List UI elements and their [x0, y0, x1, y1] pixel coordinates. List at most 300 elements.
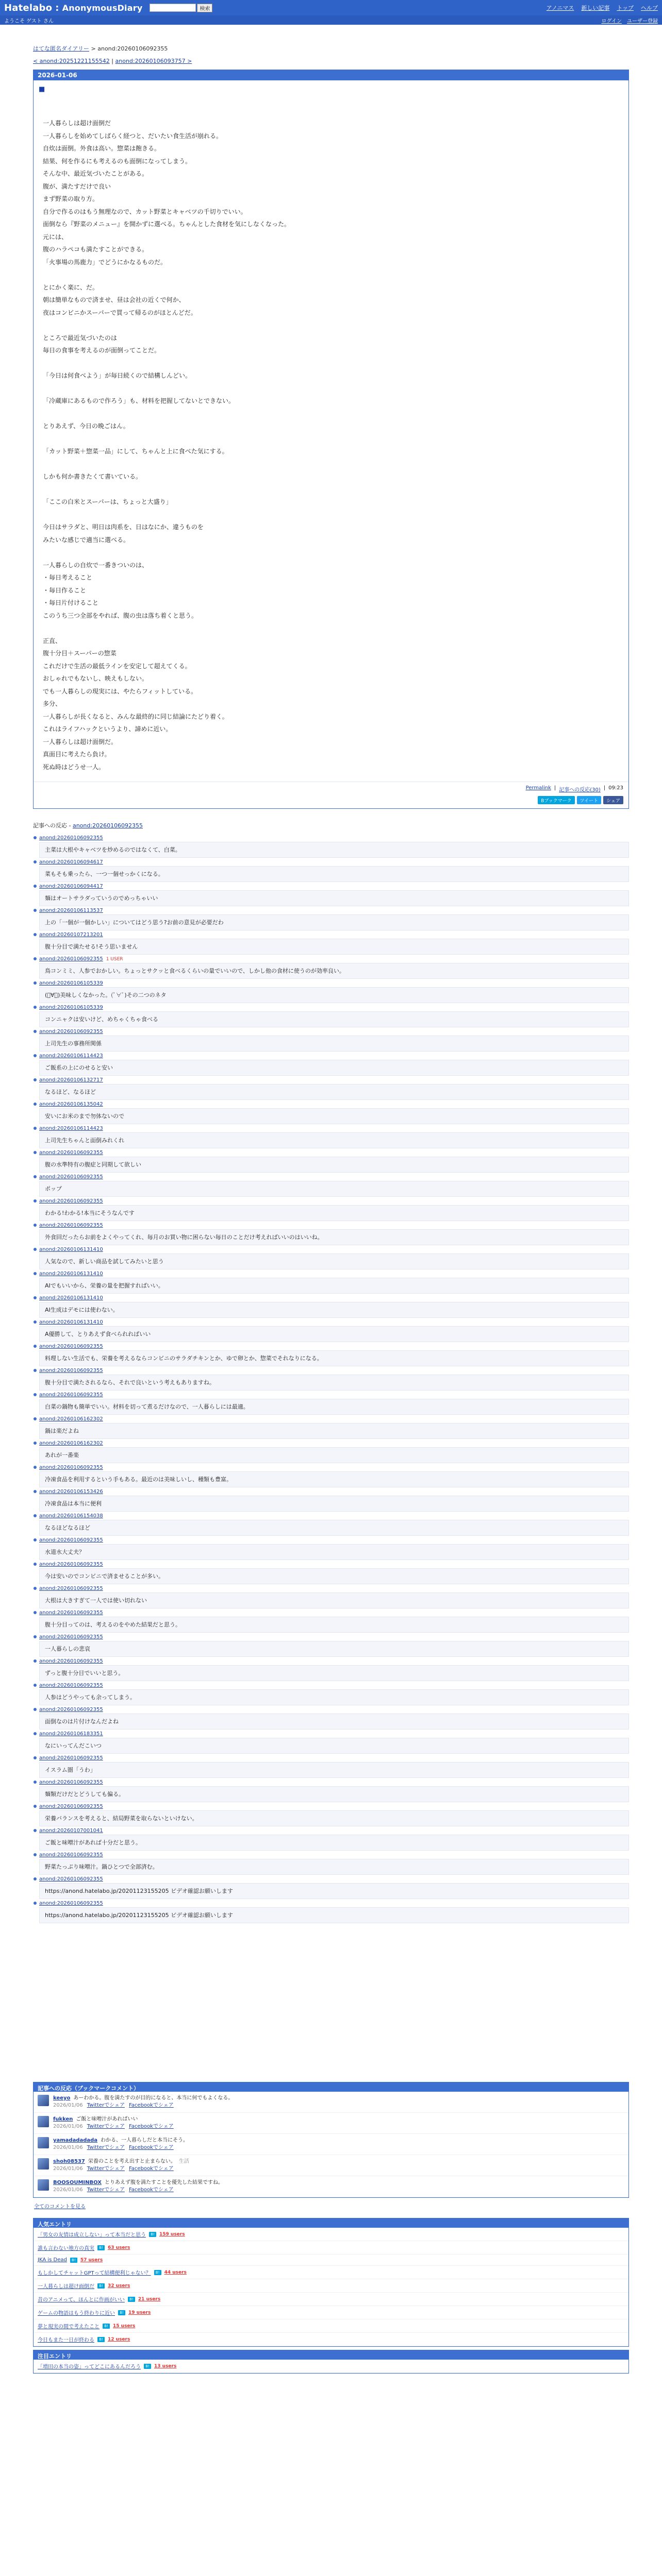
comment-thread — [33, 834, 629, 1923]
comment-text: 人気なので、新しい商品を試してみたいと思う — [39, 1253, 629, 1269]
ref-section-head — [33, 821, 629, 829]
entry-line: 「カット野菜＋惣菜一品」にして、ちゃんと上に食べた気にする。 — [43, 448, 228, 455]
entry-line: ・毎日考えること — [43, 574, 93, 581]
bookmark-body — [53, 2095, 233, 2109]
entry-list-item — [34, 2241, 628, 2255]
entry-line: 腹が、満たすだけで良い — [43, 182, 111, 190]
entry-line — [43, 382, 623, 395]
facebook-share-link[interactable]: Facebookでシェア — [128, 2103, 174, 2108]
entry-link[interactable]: 一人暮らしは超け面倒だ — [38, 2284, 94, 2290]
comment-text: 腹の水準特有の腹症と同期して欲しい — [39, 1157, 629, 1173]
comment-item — [33, 1633, 629, 1657]
comment-item — [33, 1463, 629, 1487]
comment-item — [33, 1851, 629, 1875]
comment-id-link[interactable]: anond:20260106092355 — [39, 1852, 103, 1858]
comment-id-link[interactable]: anond:20260106092355 — [39, 1610, 103, 1616]
comment-id-link[interactable]: anond:20260106114423 — [39, 1053, 103, 1059]
hatena-bookmark-icon: B! — [149, 2232, 156, 2237]
comment-text: 上の「一個が一個かしい」についてはどう思う?お前の意見が必要だわ — [39, 914, 629, 930]
bookmark-comment: あーわかる。腹を満たすのが目的になると、本当に何でもよくなる。 — [73, 2095, 234, 2101]
bookmark-meta — [53, 2187, 223, 2194]
popular-entries — [33, 2218, 629, 2347]
comment-item — [33, 1269, 629, 1294]
entry-line: 多分、 — [43, 700, 62, 707]
bookmark-user[interactable]: BOOSOUMINBOX — [53, 2180, 102, 2185]
twitter-share-link[interactable]: Twitterでシェア — [87, 2124, 125, 2129]
bookmark-comment: ご飯と味噌汁があればいい — [76, 2116, 138, 2122]
entry-link[interactable]: もしかしてチャットGPTって結構便利じゃない？ — [38, 2270, 151, 2276]
bookmark-users-count[interactable]: 44 users — [164, 2269, 187, 2275]
bookmark-meta — [53, 2165, 189, 2173]
bookmark-item — [34, 2176, 628, 2197]
comment-id-link[interactable]: anond:20260106131410 — [39, 1271, 103, 1277]
entry-line: 夜はコンビニかスーパーで買って帰るのがほとんどだ。 — [43, 309, 197, 316]
comment-text: 冷凍食品を利用するという手もある。最近のは美味しいし、種類も豊富。 — [39, 1471, 629, 1487]
comment-id-link[interactable]: anond:20260106105339 — [39, 1005, 103, 1010]
top-links — [547, 4, 658, 12]
ref-link[interactable]: anond:20260106092355 — [72, 822, 143, 829]
entry-link[interactable]: 誰も言わない地方の真実 — [38, 2246, 94, 2251]
comment-id-link[interactable]: anond:20260106092355 — [39, 1683, 103, 1688]
entry-line: そんな中、最近気づいたことがある。 — [43, 170, 148, 177]
breadcrumb-home[interactable]: はてな匿名ダイアリー — [33, 45, 90, 52]
comment-item — [33, 1730, 629, 1754]
footer-sep-1: | — [554, 785, 556, 791]
entry-line — [43, 483, 623, 496]
entry-link[interactable]: ゲームの物語はもう終わりに近い — [38, 2311, 115, 2316]
comment-item — [33, 1124, 629, 1148]
comment-item — [33, 1294, 629, 1318]
entry-line — [43, 509, 623, 521]
share-row — [34, 796, 628, 808]
comment-item — [33, 1657, 629, 1681]
entry-list-item — [34, 2306, 628, 2319]
facebook-share-link[interactable]: Facebookでシェア — [128, 2145, 174, 2150]
bookmark-date: 2026/01/06 — [53, 2145, 83, 2150]
entry-line: 「火事場の馬鹿力」でどうにかなるものだ。 — [43, 258, 167, 266]
comment-text: 麺類だけだとどうしても偏る。 — [39, 1786, 629, 1802]
comment-text: 水道水大丈夫？ — [39, 1544, 629, 1560]
comment-id-link[interactable]: anond:20260106092355 — [39, 1223, 103, 1228]
entry-line — [43, 268, 623, 281]
facebook-share-link[interactable]: Facebookでシェア — [128, 2187, 174, 2193]
bookmark-body — [53, 2158, 189, 2173]
entry-list-item — [34, 2228, 628, 2241]
bookmark-comments-title: 記事への反応（ブックマークコメント） — [34, 2082, 628, 2092]
bookmark-user[interactable]: shoh08537 — [53, 2159, 85, 2164]
logo[interactable] — [4, 3, 142, 13]
prev-link[interactable]: < anond:20251221155542 — [33, 58, 110, 64]
popular-title: 人気エントリ — [34, 2218, 628, 2228]
comment-text: 野菜たっぷり味噌汁。鍋ひとつで全部済む。 — [39, 1859, 629, 1875]
comment-id-link[interactable]: anond:20260107213201 — [39, 932, 103, 938]
top-link-new[interactable]: 新しい記事 — [581, 5, 610, 11]
bookmark-meta — [53, 2102, 233, 2109]
comment-id-link[interactable]: anond:20260106154038 — [39, 1513, 103, 1519]
comment-id-link[interactable]: anond:20260106113537 — [39, 908, 103, 913]
bookmark-users-count[interactable]: 15 users — [113, 2323, 136, 2329]
sub-bar — [0, 15, 662, 25]
search-input[interactable] — [150, 4, 196, 12]
comment-id-link[interactable]: anond:20260106092355 — [39, 1344, 103, 1349]
bookmark-users-count[interactable]: 13 users — [154, 2363, 177, 2369]
entry-line: 朝は簡単なもので済ませ、昼は会社の近くで何か、 — [43, 296, 185, 303]
comment-text: ずっと腹十分目でいいと思う。 — [39, 1665, 629, 1681]
entry-line — [43, 458, 623, 471]
comment-id-link[interactable]: anond:20260106094617 — [39, 859, 103, 865]
bookmark-comment: とりあえず腹を満たすことを優先した結果ですね。 — [104, 2180, 223, 2185]
bookmark-item — [34, 2134, 628, 2155]
entry-line: 腹十分目＋スーパーの惣菜 — [43, 650, 117, 657]
next-link[interactable]: anond:20260106093757 > — [115, 58, 192, 64]
hatena-bookmark-icon: B! — [128, 2297, 135, 2302]
bookmark-body — [53, 2179, 223, 2194]
entry-line — [43, 622, 623, 635]
comment-item — [33, 1754, 629, 1778]
comment-text: 腹十分目ってのは、考えるのをやめた結果だと思う。 — [39, 1617, 629, 1633]
twitter-share-link[interactable]: Twitterでシェア — [87, 2103, 125, 2108]
top-link-anonymous[interactable]: アノニマス — [546, 5, 574, 11]
ref-count-link[interactable]: 記事への反応(30) — [559, 787, 601, 793]
hatena-bookmark-icon: B! — [97, 2337, 105, 2342]
notice-entries — [33, 2350, 629, 2374]
entry-list-item — [34, 2319, 628, 2333]
entry-line: おしゃれでもないし、映えもしない。 — [43, 675, 148, 682]
comment-item — [33, 1003, 629, 1027]
comment-text: 白菜の鍋物も簡単でいい。材料を切って煮るだけなので、一人暮らしには最適。 — [39, 1399, 629, 1415]
hatena-bookmark-icon: B! — [144, 2364, 151, 2369]
entry-line: とにかく楽に、だ。 — [43, 283, 99, 291]
entry-line: でも一人暮らしの現実には、やたらフィットしている。 — [43, 687, 197, 695]
comment-id-link[interactable]: anond:20260106092355 — [39, 1707, 103, 1713]
entry-line: 「冷蔵庫にあるもので作ろう」も、材料を把握してないとできない。 — [43, 397, 235, 404]
comment-text: 一人暮らしの悲哀 — [39, 1641, 629, 1657]
comment-text: 大根は大きすぎて一人では使い切れない — [39, 1592, 629, 1608]
entry-line: しかも何か書きたくて書いている。 — [43, 473, 142, 480]
comment-text: 人参はどうやっても余ってしまう。 — [39, 1689, 629, 1705]
bookmark-user[interactable]: yamadadadada — [53, 2138, 98, 2143]
comment-id-link[interactable]: anond:20260106092355 — [39, 1174, 103, 1180]
comment-item — [33, 858, 629, 882]
facebook-share-button[interactable]: シェア — [603, 796, 623, 804]
entry-line: 自炊は面倒。外食は高い。惣菜は飽きる。 — [43, 145, 161, 152]
avatar[interactable] — [38, 2137, 49, 2148]
comment-item — [33, 1875, 629, 1899]
entry-line: 毎日の食事を考えるのが面倒ってことだ。 — [43, 347, 161, 354]
comment-id-link[interactable]: anond:20260106092355 — [39, 1562, 103, 1567]
entry-line: 真面目に考えたら負け。 — [43, 751, 111, 758]
entry-line: これだけで生活の最低ラインを安定して超えてくる。 — [43, 662, 191, 670]
avatar[interactable] — [38, 2116, 49, 2127]
hatena-bookmark-icon: B! — [103, 2324, 110, 2329]
bookmark-date: 2026/01/06 — [53, 2103, 83, 2108]
entry-list-item — [34, 2360, 628, 2373]
comment-id-link[interactable]: anond:20260106183351 — [39, 1731, 103, 1737]
entry-link[interactable]: 昔のアニメって、ほんとに作画がいい — [38, 2297, 125, 2303]
comment-item — [33, 1197, 629, 1221]
entry-line: まず野菜の取り方。 — [43, 195, 99, 202]
comment-text: 上司先生ちゃんと面倒みれくれ — [39, 1132, 629, 1148]
comment-id-link[interactable]: anond:20260106092355 — [39, 1658, 103, 1664]
facebook-share-link[interactable]: Facebookでシェア — [128, 2166, 174, 2172]
comment-text: なにいってんだこいつ — [39, 1738, 629, 1754]
comment-item — [33, 1052, 629, 1076]
comment-item — [33, 1342, 629, 1366]
comment-item — [33, 1027, 629, 1052]
all-comments-link[interactable]: 全てのコメントを見る — [34, 2204, 86, 2210]
comment-text: ご飯系の上にのせると安い — [39, 1060, 629, 1076]
comment-user-badge[interactable]: 1 USER — [106, 957, 123, 962]
comment-item — [33, 1802, 629, 1826]
top-link-top[interactable]: トップ — [617, 5, 634, 11]
entry-line: 死ぬ時はどうせ一人。 — [43, 763, 105, 771]
comment-id-link[interactable]: anond:20260106092355 — [39, 1198, 103, 1204]
entry-link[interactable]: 夢と現実の間で考えたこと — [38, 2324, 100, 2330]
comment-item — [33, 1705, 629, 1730]
bookmark-tag[interactable]: 生活 — [178, 2159, 189, 2164]
blank-gap — [33, 1923, 629, 2078]
entry-link[interactable]: 「男女の友情は成立しない」って本当だと思う — [38, 2232, 146, 2238]
comment-id-link[interactable]: anond:20260106092355 — [39, 1150, 103, 1156]
comment-item — [33, 1100, 629, 1124]
avatar[interactable] — [38, 2095, 49, 2106]
comment-text: AIでもいいから、栄養の量を把握すればいい。 — [39, 1278, 629, 1294]
notice-title: 注目エントリ — [34, 2350, 628, 2360]
footer-sep-2: | — [603, 785, 606, 791]
comment-text: 安いにお米のまで勿体ないので — [39, 1108, 629, 1124]
entry-line: 腹のハラペコも満たすことができる。 — [43, 246, 148, 253]
bookmark-meta — [53, 2123, 178, 2130]
bookmark-date: 2026/01/06 — [53, 2166, 83, 2172]
bookmark-users-count[interactable]: 32 users — [108, 2283, 130, 2289]
comment-item — [33, 955, 629, 979]
facebook-share-link[interactable]: Facebookでシェア — [128, 2124, 174, 2129]
comment-text: 料理しない生活でも、栄養を考えるならコンビニのサラダチキンとか、ゆで卵とか、惣菜でそれなりになる。 — [39, 1350, 629, 1366]
entry-line: 今日はサラダと、明日は肉系を、日はなにか、違うものを — [43, 523, 204, 531]
entry-line — [43, 408, 623, 420]
comment-id-link[interactable]: anond:20260106092355 — [39, 1804, 103, 1809]
comment-id-link[interactable]: anond:20260106092355 — [39, 1586, 103, 1591]
comment-id-link[interactable]: anond:20260106131410 — [39, 1295, 103, 1301]
entry-title[interactable]: ■ — [39, 86, 45, 93]
permalink[interactable]: Permalink — [525, 785, 551, 791]
bookmark-line — [53, 2095, 233, 2102]
comment-id-link[interactable]: anond:20260106092355 — [39, 1368, 103, 1374]
comment-text: 麺はオートサラダっていうのでめっちゃいい — [39, 890, 629, 906]
breadcrumb — [33, 44, 629, 53]
comment-item — [33, 882, 629, 906]
entry-body — [34, 93, 628, 782]
login-link[interactable]: ログイン — [601, 18, 622, 24]
hatena-bookmark-button[interactable]: Bブックマーク — [538, 796, 575, 804]
entry-link[interactable]: JKA is Dead — [38, 2257, 67, 2263]
comment-item — [33, 1778, 629, 1802]
search-form — [150, 4, 212, 12]
entry-line — [43, 319, 623, 332]
nav-sep: | — [109, 58, 115, 64]
comment-text: 栄養バランスを考えると、結局野菜を取らないといけない。 — [39, 1810, 629, 1826]
comment-text: 上司先生の事務所関係 — [39, 1036, 629, 1052]
hatena-bookmark-icon: B! — [97, 2245, 105, 2250]
entry-list-item — [34, 2266, 628, 2279]
entry-line: 一人暮らしは超け面倒だ。 — [43, 738, 118, 745]
avatar[interactable] — [38, 2158, 49, 2170]
bookmark-meta — [53, 2144, 188, 2151]
comment-text: 腹十分目で満たせる!そう思いません — [39, 939, 629, 955]
comment-item — [33, 1608, 629, 1633]
comment-text: 鍋は楽だよね — [39, 1423, 629, 1439]
comment-text: https://anond.hatelabo.jp/20201123155205 ビデオ確認お願いします — [39, 1883, 629, 1899]
comment-text: 今は安いのでコンビニで済ませることが多い。 — [39, 1568, 629, 1584]
bookmark-user[interactable]: fukken — [53, 2116, 73, 2122]
comment-id-link[interactable]: anond:20260106092355 — [39, 1392, 103, 1398]
comment-id-link[interactable]: anond:20260106092355 — [39, 1029, 103, 1035]
top-link-help[interactable]: ヘルプ — [641, 5, 658, 11]
hatena-bookmark-icon: B! — [154, 2270, 161, 2275]
comment-id-link[interactable]: anond:20260106131410 — [39, 1247, 103, 1252]
logo-main: Hatelabo — [4, 2, 53, 13]
comment-id-link[interactable]: anond:20260106105339 — [39, 980, 103, 986]
bookmark-users-count[interactable]: 19 users — [128, 2310, 151, 2315]
comment-item — [33, 834, 629, 858]
comment-id-link[interactable]: anond:20260106135042 — [39, 1101, 103, 1107]
comment-id-link[interactable]: anond:20260106162302 — [39, 1440, 103, 1446]
bookmark-list — [34, 2092, 628, 2197]
entry-list-item — [34, 2293, 628, 2306]
comment-text: イスラム圏「うわ」 — [39, 1762, 629, 1778]
bookmark-users-count[interactable]: 57 users — [80, 2257, 103, 2263]
entry-line: 一人暮らしの自炊で一番きついのは、 — [43, 561, 148, 569]
comment-text: コンニャクは安いけど、めちゃくちゃ食べる — [39, 1011, 629, 1027]
comment-id-link[interactable]: anond:20260106092355 — [39, 835, 103, 841]
entry-footer — [34, 782, 628, 796]
entry-line: ・毎日作ること — [43, 586, 87, 594]
bookmark-user[interactable]: keeyo — [53, 2095, 71, 2101]
all-comments — [33, 2198, 629, 2214]
comment-item — [33, 1512, 629, 1536]
comment-item — [33, 979, 629, 1003]
comment-item — [33, 906, 629, 930]
logo-sub: AnonymousDiary — [62, 3, 143, 13]
hatena-bookmark-icon: B! — [118, 2310, 125, 2315]
comment-id-link[interactable]: anond:20260107001041 — [39, 1828, 103, 1834]
comment-item — [33, 1487, 629, 1512]
comment-text: 主菜は大根やキャベツを炒めるのではなくて、白菜。 — [39, 842, 629, 858]
notice-list — [34, 2360, 628, 2373]
entry-link[interactable]: 今日もまた一日が終わる — [38, 2337, 94, 2343]
breadcrumb-current: anond:20260106092355 — [97, 45, 168, 52]
comment-item — [33, 1245, 629, 1269]
bookmark-item — [34, 2092, 628, 2113]
top-bar — [0, 0, 662, 15]
comment-text: 冷凍食品は本当に便利 — [39, 1496, 629, 1512]
comment-id-link[interactable]: anond:20260106092355 — [39, 1465, 103, 1470]
comment-text: あれが一番楽 — [39, 1447, 629, 1463]
comment-id-link[interactable]: anond:20260106153426 — [39, 1489, 103, 1495]
bookmark-users-count[interactable]: 63 users — [108, 2245, 130, 2250]
bookmark-line — [53, 2179, 223, 2187]
bookmark-users-count[interactable]: 159 users — [159, 2231, 185, 2237]
bookmark-users-count[interactable]: 21 users — [138, 2296, 161, 2302]
comment-id-link[interactable]: anond:20260106131410 — [39, 1319, 103, 1325]
comment-text: 鳥コンミミ、人参でおかしい。ちょっとサクッと食べるくらいの量でいいので、しかし他の食材に使うのが効率良い。 — [39, 963, 629, 979]
comment-id-link[interactable]: anond:20260106092355 — [39, 1537, 103, 1543]
comment-id-link[interactable]: anond:20260106094417 — [39, 884, 103, 889]
bookmark-line — [53, 2116, 178, 2123]
comment-id-link[interactable]: anond:20260106092355 — [39, 1780, 103, 1785]
entry-line: 面倒なら『野菜のメニュー』を開かずに選べる。ちゃんとした食材を気にしなくなった。 — [43, 221, 291, 228]
entry-line: 自分で作るのはもう無理なので、カット野菜とキャベツの千切りでいい。 — [43, 208, 247, 215]
comment-item — [33, 1826, 629, 1851]
comment-item — [33, 1560, 629, 1584]
entry-line: みたいな感じで適当に選べる。 — [43, 536, 130, 544]
entry-list-item — [34, 2333, 628, 2346]
comment-text: ポップ — [39, 1181, 629, 1197]
tweet-button[interactable]: ツイート — [577, 796, 602, 804]
entry-line: このうち三つ全部をやれば、腹の虫は落ち着くと思う。 — [43, 612, 198, 619]
comment-text: なるほどなるほど — [39, 1520, 629, 1536]
welcome-text: ようこそ ゲスト さん — [4, 18, 54, 24]
avatar[interactable] — [38, 2179, 49, 2191]
entry-list-item — [34, 2279, 628, 2293]
entry-line: 一人暮らしを始めてしばらく経つと、だいたい食生活が崩れる。 — [43, 132, 223, 140]
bookmark-body — [53, 2116, 178, 2130]
entry-line: これはライフハックというより、諦めに近い。 — [43, 725, 172, 733]
twitter-share-link[interactable]: Twitterでシェア — [87, 2187, 125, 2193]
entry-line — [43, 546, 623, 559]
entry-nav — [33, 58, 629, 64]
popular-list — [34, 2228, 628, 2346]
entry-time: 09:23 — [608, 785, 623, 791]
entry-link[interactable]: 「増田の本当の姿」ってどこにあるんだろう — [38, 2364, 141, 2370]
comment-item — [33, 1148, 629, 1173]
comment-item — [33, 1439, 629, 1463]
comment-item — [33, 1318, 629, 1342]
comment-item — [33, 1391, 629, 1415]
entry — [33, 70, 629, 809]
breadcrumb-sep: > — [89, 45, 98, 52]
comment-id-link[interactable]: anond:20260106092355 — [39, 1755, 103, 1761]
comment-item — [33, 1899, 629, 1923]
bookmark-comment: わかる、一人暮らしだと本当にそう。 — [101, 2138, 189, 2143]
twitter-share-link[interactable]: Twitterでシェア — [87, 2145, 125, 2150]
twitter-share-link[interactable]: Twitterでシェア — [87, 2166, 125, 2172]
comment-id-link[interactable]: anond:20260106092355 — [39, 956, 103, 962]
ref-label: 記事への反応 - — [33, 822, 73, 829]
entry-line: とりあえず、今日の晩ごはん。 — [43, 422, 129, 430]
comment-id-link[interactable]: anond:20260106092355 — [39, 1901, 103, 1906]
entry-line — [43, 357, 623, 370]
comment-text: (ﾟ∀ﾟ)美味しくなかった。(ﾟ∀ﾟ)その二つのネタ — [39, 987, 629, 1003]
comment-id-link[interactable]: anond:20260106162302 — [39, 1416, 103, 1422]
comment-id-link[interactable]: anond:20260106092355 — [39, 1634, 103, 1640]
bookmark-line — [53, 2158, 189, 2165]
comment-id-link[interactable]: anond:20260106092355 — [39, 1876, 103, 1882]
entry-list-item — [34, 2255, 628, 2266]
comment-item — [33, 1173, 629, 1197]
comment-id-link[interactable]: anond:20260106132717 — [39, 1077, 103, 1083]
register-link[interactable]: ユーザー登録 — [627, 18, 658, 24]
comment-item — [33, 1076, 629, 1100]
entry-line: 一人暮らしが長くなると、みんな最終的に同じ結論にたどり着く。 — [43, 713, 228, 720]
search-button[interactable]: 検索 — [197, 4, 212, 12]
bookmark-date: 2026/01/06 — [53, 2124, 83, 2129]
bookmark-users-count[interactable]: 12 users — [108, 2336, 130, 2342]
entry-line: 結果、何を作るにも考えるのも面倒になってしまう。 — [43, 157, 192, 165]
comment-text: なるほど、なるほど — [39, 1084, 629, 1100]
comment-id-link[interactable]: anond:20260106114423 — [39, 1126, 103, 1131]
hatena-bookmark-icon: B! — [97, 2283, 105, 2289]
